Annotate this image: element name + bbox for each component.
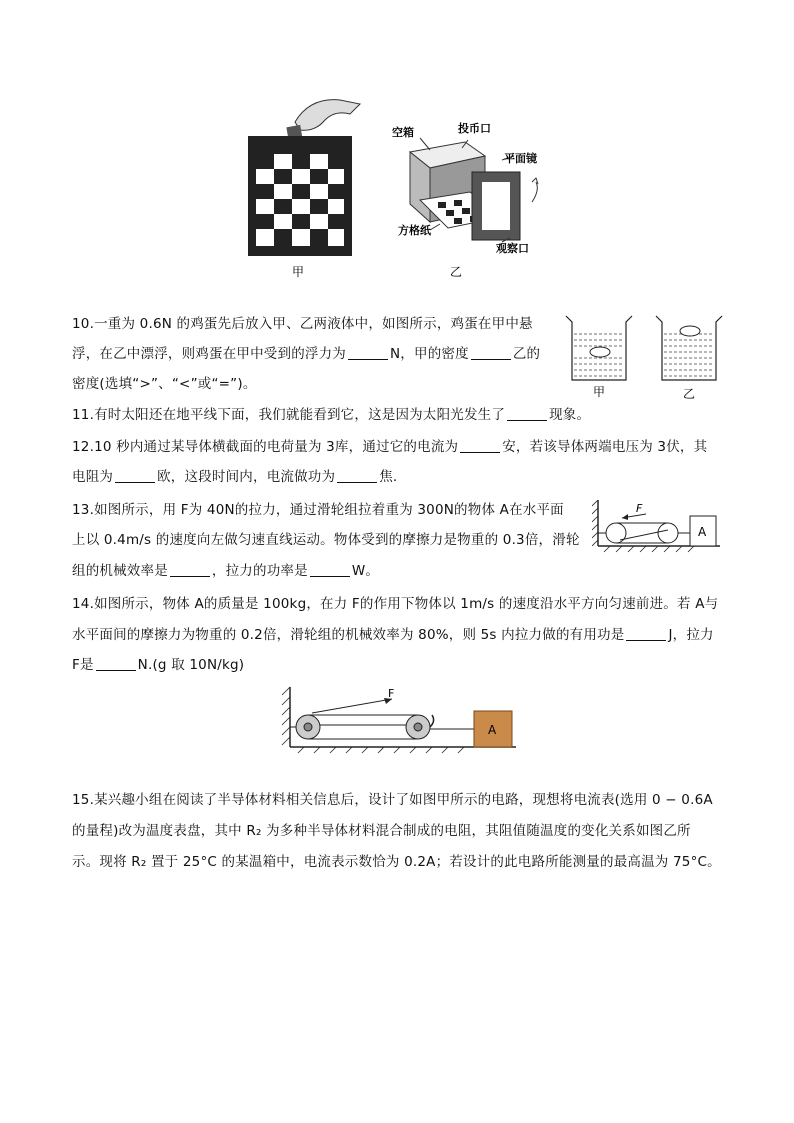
q11-text-b: 现象。 <box>549 407 591 423</box>
q10-text-c: 乙的 <box>512 346 541 362</box>
q13-line2: 上以 0.4m/s 的速度向左做匀速直线运动。物体受到的摩擦力是物重的 0.3倍，滑轮 <box>72 532 580 548</box>
q14-line2 <box>72 625 714 645</box>
q14-text-d: N.(g 取 10N/kg) <box>137 657 245 673</box>
fig-label-fanggezhi: 方格纸 <box>398 224 431 237</box>
q15-line2: 的量程)改为温度表盘，其中 R₂ 为多种半导体材料混合制成的电阻，其阻值随温度的变化关系如图乙所 <box>72 823 691 839</box>
q12-text-c: 电阻为 <box>72 469 114 485</box>
q15-line3: 示。现将 R₂ 置于 25°C 的某温箱中，电流表示数恰为 0.2A；若设计的此电路所能测量的最高温为 75°C。 <box>72 854 721 870</box>
beaker-label-yi: 乙 <box>683 387 696 401</box>
q10-text-a: 浮，在乙中漂浮，则鸡蛋在甲中受到的浮力为 <box>72 346 346 362</box>
beaker-label-jia: 甲 <box>593 385 606 399</box>
answer-blank <box>507 406 547 421</box>
q10-text-b: N，甲的密度 <box>390 346 469 362</box>
q15-line1: 15.某兴趣小组在阅读了半导体材料相关信息后，设计了如图甲所示的电路，现想将电流表(选用 0 − 0.6A <box>72 792 713 808</box>
beaker-figure <box>560 312 730 402</box>
fig-label-yi: 乙 <box>450 265 463 279</box>
q13-fig-F: F <box>636 502 643 515</box>
box-diagram <box>240 92 560 282</box>
answer-blank <box>115 468 155 483</box>
q10-line3: 密度(选填“>”、“<”或“=”)。 <box>72 376 257 392</box>
q13-text-a: 组的机械效率是 <box>72 563 168 579</box>
answer-blank <box>348 345 388 360</box>
fig-label-guanchakou: 观察口 <box>496 242 529 255</box>
fig-label-toubikou: 投币口 <box>458 122 491 135</box>
q13-fig-A: A <box>698 525 707 539</box>
q12-line2 <box>72 467 397 487</box>
q14-text-c: F是 <box>72 657 94 673</box>
q13-pulley-figure <box>592 496 722 556</box>
q13-line3 <box>72 561 379 581</box>
q14-fig-F: F <box>388 687 395 700</box>
q11-text-a: 11.有时太阳还在地平线下面，我们就能看到它，这是因为太阳光发生了 <box>72 407 506 423</box>
answer-blank <box>460 438 500 453</box>
q10-line1: 10.一重为 0.6N 的鸡蛋先后放入甲、乙两液体中，如图所示，鸡蛋在甲中悬 <box>72 316 533 332</box>
q12-text-a: 12.10 秒内通过某导体横截面的电荷量为 3库，通过它的电流为 <box>72 439 459 455</box>
q13-text-c: W。 <box>351 563 380 579</box>
q10-line2 <box>72 344 540 364</box>
q14-line3 <box>72 655 244 675</box>
fig-label-pingmianjing: 平面镜 <box>504 152 537 165</box>
q12-text-b: 安，若该导体两端电压为 3伏，其 <box>502 439 708 455</box>
q12-text-e: 焦. <box>379 469 398 485</box>
fig-label-kongxiang: 空箱 <box>392 126 414 139</box>
q11-line <box>72 405 590 425</box>
q14-pulley-figure <box>280 685 520 755</box>
q14-line1: 14.如图所示，物体 A的质量是 100kg，在力 F的作用下物体以 1m/s 的速度沿水平方向匀速前进。若 A与 <box>72 596 719 612</box>
q14-fig-A: A <box>488 723 497 737</box>
q14-text-a: 水平面间的摩擦力为物重的 0.2倍，滑轮组的机械效率为 80%，则 5s 内拉力做的有用功是 <box>72 627 625 643</box>
top-figure <box>240 92 560 282</box>
q12-line1 <box>72 437 707 457</box>
q12-text-d: 欧，这段时间内，电流做功为 <box>157 469 336 485</box>
answer-blank <box>96 656 136 671</box>
q13-line1: 13.如图所示，用 F为 40N的拉力，通过滑轮组拉着重为 300N的物体 A在水平面 <box>72 502 564 518</box>
answer-blank <box>626 626 666 641</box>
fig-label-jia: 甲 <box>292 265 305 279</box>
q13-text-b: ，拉力的功率是 <box>211 563 308 579</box>
q14-text-b: J，拉力 <box>668 627 714 643</box>
answer-blank <box>471 345 511 360</box>
answer-blank <box>337 468 377 483</box>
answer-blank <box>310 562 350 577</box>
answer-blank <box>170 562 210 577</box>
